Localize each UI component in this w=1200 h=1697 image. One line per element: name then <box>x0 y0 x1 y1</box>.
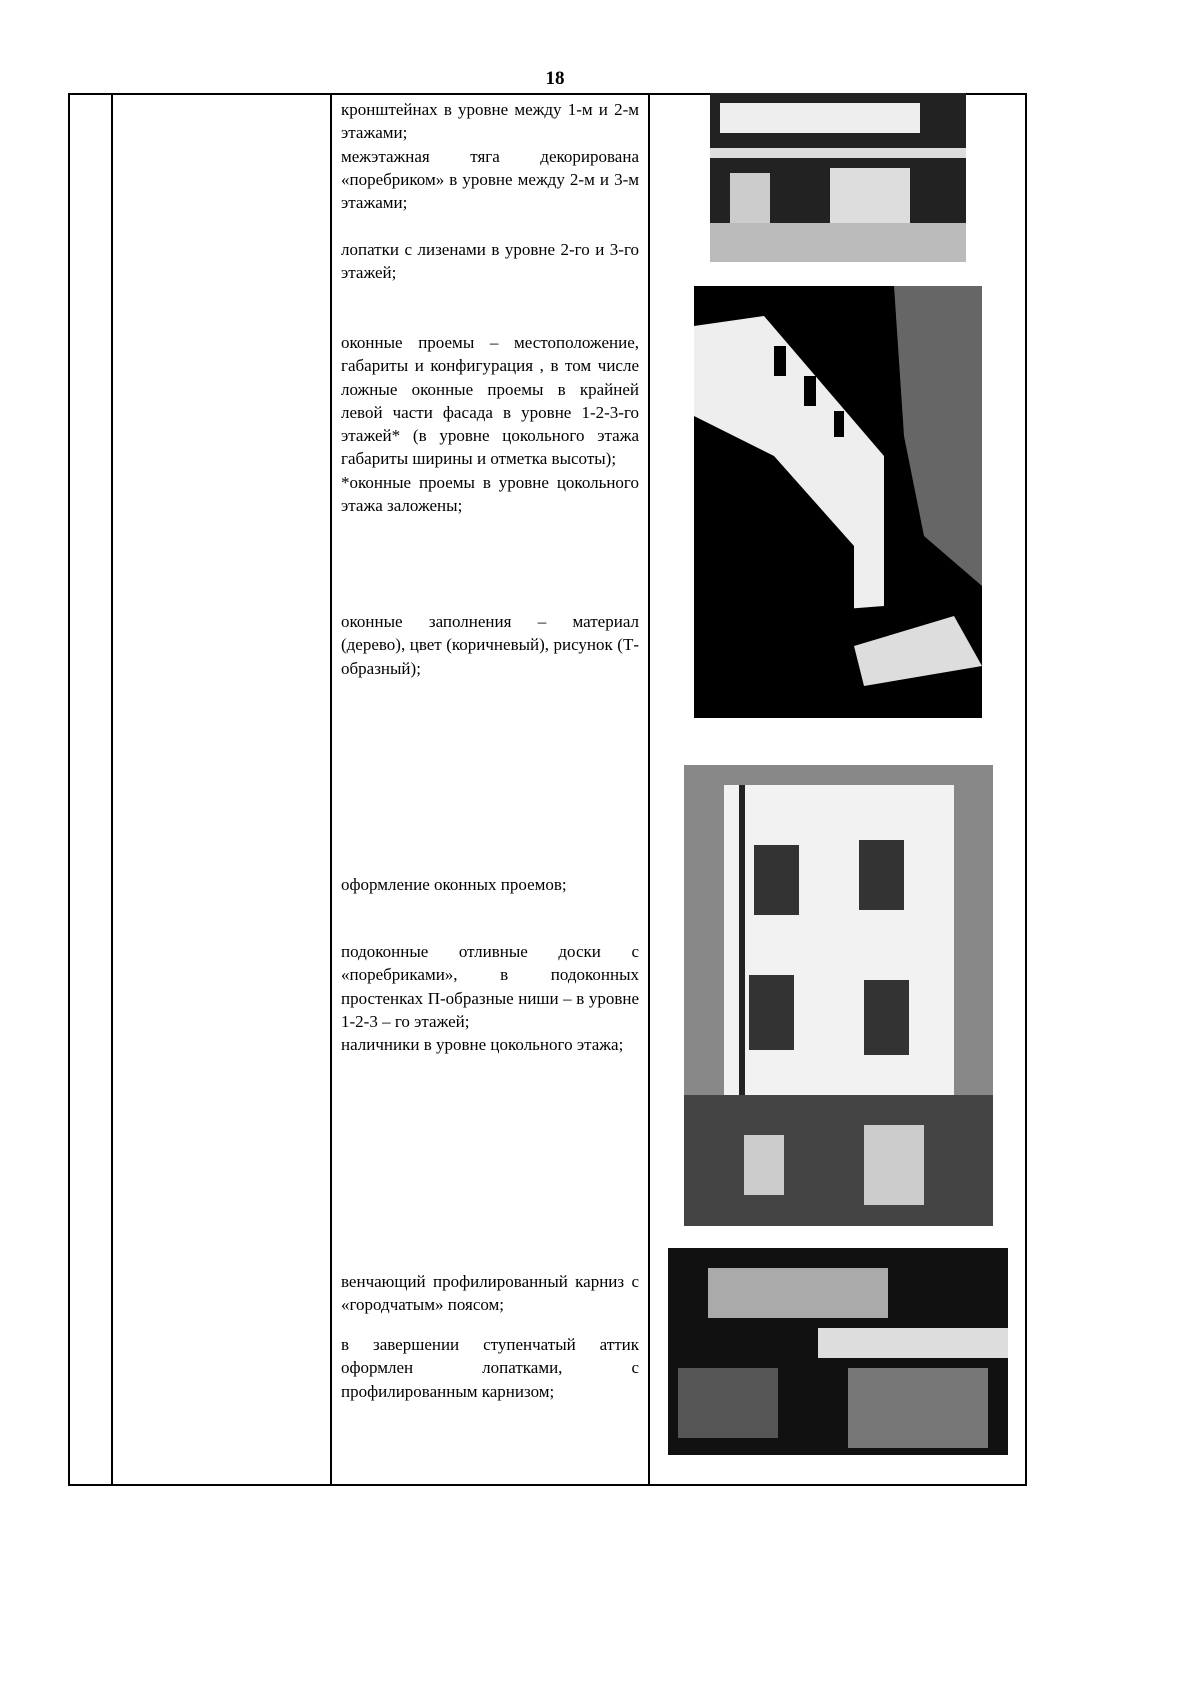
feature-paragraph: оконные проемы – местоположение, габариты и конфигурация , в том числе ложные оконные проемы в крайней левой части фасада в уровне 1-2-3-го этажей* (в уровне цокольного этажа габариты ширины и отметка высоты); <box>341 333 639 469</box>
facade-photo-windows <box>684 765 993 1226</box>
feature-text <box>341 610 639 680</box>
feature-paragraph: подоконные отливные доски с «поребриками», в подоконных простенках П-образные ниши – в уровне 1-2-3 – го этажей; <box>341 942 639 1031</box>
feature-paragraph: оконные заполнения – материал (дерево), цвет (коричневый), рисунок (Т-образный); <box>341 612 639 678</box>
feature-paragraph: наличники в уровне цокольного этажа; <box>341 1035 624 1055</box>
feature-paragraph: межэтажная тяга декорирована «поребриком» в уровне между 2-м и 3-м этажами; <box>341 146 639 213</box>
feature-paragraph: кронштейнах в уровне между 1-м и 2-м этажами; <box>341 100 639 143</box>
feature-text <box>341 1270 639 1317</box>
feature-text <box>341 238 639 285</box>
feature-paragraph: лопатки с лизенами в уровне 2-го и 3-го этажей; <box>341 240 639 283</box>
page-number: 18 <box>545 68 565 89</box>
feature-paragraph: в завершении ступенчатый аттик оформлен лопатками, с профилированным карнизом; <box>341 1335 639 1401</box>
feature-paragraph: венчающий профилированный карниз с «городчатым» поясом; <box>341 1272 639 1315</box>
facade-photo-perspective <box>694 286 982 718</box>
facade-photo-attic <box>668 1248 1008 1455</box>
column-divider <box>648 93 650 1486</box>
feature-paragraph: оформление оконных проемов; <box>341 875 567 894</box>
facade-photo-cornice <box>710 93 966 262</box>
column-divider <box>111 93 113 1486</box>
feature-text <box>341 940 639 1056</box>
feature-paragraph: *оконные проемы в уровне цокольного этажа заложены; <box>341 472 639 516</box>
feature-text <box>341 873 639 896</box>
feature-text <box>341 331 639 517</box>
feature-text <box>341 98 639 214</box>
feature-text <box>341 1333 639 1403</box>
column-divider <box>330 93 332 1486</box>
